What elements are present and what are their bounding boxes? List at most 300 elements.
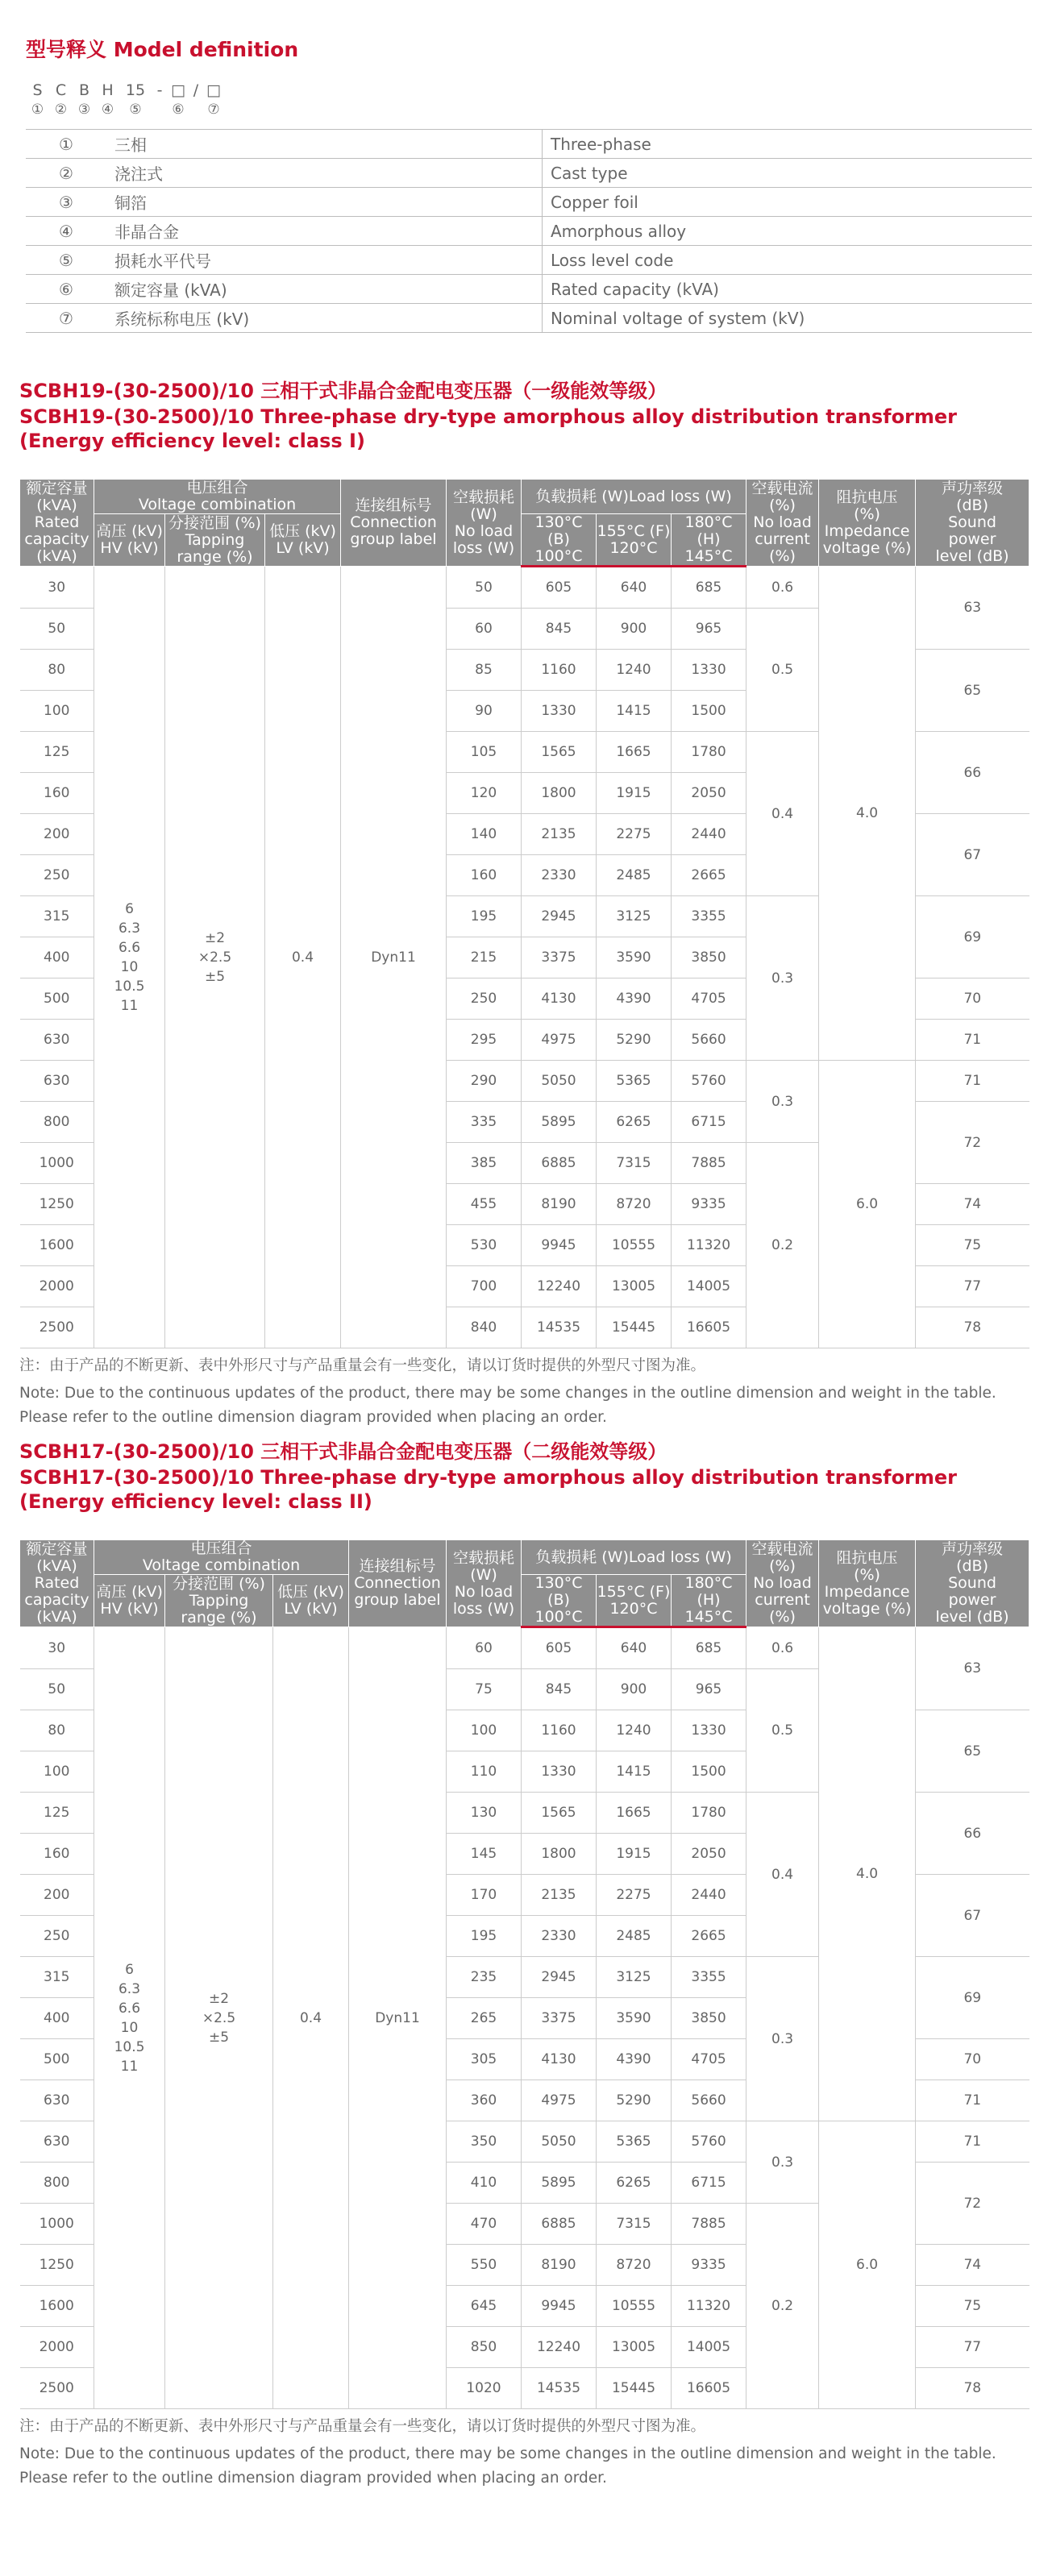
- header-text: 145°C: [684, 547, 733, 565]
- no-load-loss-cell: 470: [447, 2204, 522, 2245]
- tapping-cell: [165, 567, 265, 1348]
- code-cell: [119, 81, 152, 119]
- capacity-cell: 250: [20, 855, 94, 896]
- load-loss-b-cell: 6885: [522, 2204, 597, 2245]
- capacity-cell: 630: [20, 2121, 94, 2163]
- capacity-cell: 30: [20, 567, 94, 609]
- sound-level-cell: 78: [916, 2368, 1029, 2409]
- no-load-current-cell: 0.2: [746, 1143, 819, 1348]
- load-loss-h-cell: 3355: [672, 896, 746, 937]
- load-loss-b-cell: 4130: [522, 2039, 597, 2080]
- def-en: Nominal voltage of system (kV): [543, 304, 1033, 333]
- load-loss-f-cell: 1240: [597, 650, 672, 691]
- capacity-cell: 1600: [20, 1225, 94, 1266]
- load-loss-b-cell: 14535: [522, 1307, 597, 1348]
- tapping-value: ±5: [204, 968, 226, 985]
- header-text: 低压 (kV): [277, 1583, 344, 1601]
- no-load-current-cell: 0.3: [746, 1061, 819, 1143]
- capacity-cell: 500: [20, 978, 94, 1020]
- load-loss-b-cell: 5895: [522, 1102, 597, 1143]
- code-num: ⑤: [129, 102, 142, 118]
- capacity-cell: 160: [20, 773, 94, 814]
- no-load-loss-cell: 195: [447, 1916, 522, 1957]
- load-loss-h-cell: 685: [672, 1627, 746, 1669]
- sound-level-cell: 63: [916, 1627, 1029, 1710]
- table1-title-en: SCBH19-(30-2500)/10 Three-phase dry-type amorphous alloy distribution transformer (Energy efficiency level: class I): [19, 405, 958, 452]
- sound-level-cell: 74: [916, 2245, 1029, 2286]
- capacity-cell: 315: [20, 896, 94, 937]
- note-cn: 注：由于产品的不断更新、表中外形尺寸与产品重量会有一些变化，请以订货时提供的外型尺寸图为准。: [19, 2418, 706, 2435]
- no-load-loss-cell: 530: [447, 1225, 522, 1266]
- lv-cell: 0.4: [265, 567, 341, 1348]
- load-loss-b-cell: 8190: [522, 2245, 597, 2286]
- hv-cell: [94, 567, 165, 1348]
- load-loss-f-cell: 1665: [597, 1793, 672, 1834]
- no-load-loss-cell: 195: [447, 896, 522, 937]
- header-text: (%): [769, 1608, 796, 1626]
- load-f-header: [597, 514, 672, 567]
- def-cn: 浇注式: [106, 159, 543, 188]
- sound-level-cell: 71: [916, 2121, 1029, 2163]
- header-text: LV (kV): [276, 539, 330, 557]
- spec-header: [20, 1540, 1029, 1627]
- def-num: ⑤: [26, 246, 106, 275]
- capacity-cell: 125: [20, 1793, 94, 1834]
- table-row: [26, 188, 1032, 217]
- header-text: 高压 (kV): [96, 1583, 163, 1601]
- load-loss-b-cell: 4130: [522, 978, 597, 1020]
- load-loss-b-cell: 1565: [522, 732, 597, 773]
- connection-header: [341, 480, 447, 567]
- def-cn: 铜箔: [106, 188, 543, 217]
- code-num: ②: [54, 102, 68, 118]
- header-text: 声功率级: [942, 480, 1004, 497]
- tapping-value: ×2.5: [198, 949, 232, 966]
- load-loss-h-cell: 965: [672, 1669, 746, 1710]
- def-num: ⑦: [26, 304, 106, 333]
- capacity-cell: 630: [20, 2080, 94, 2121]
- header-text: group label: [354, 1591, 441, 1609]
- header-text: (kVA): [36, 1557, 77, 1575]
- code-num: ⑦: [207, 102, 220, 118]
- tapping-value: ±5: [208, 2029, 230, 2046]
- code-cell: [26, 81, 49, 119]
- load-loss-f-cell: 10555: [597, 2286, 672, 2327]
- load-loss-f-cell: 8720: [597, 1184, 672, 1225]
- load-loss-h-cell: 965: [672, 609, 746, 650]
- hv-value: 10.5: [114, 978, 145, 995]
- load-loss-b-cell: 4975: [522, 1020, 597, 1061]
- load-loss-h-cell: 4705: [672, 2039, 746, 2080]
- no-load-loss-cell: 335: [447, 1102, 522, 1143]
- load-loss-f-cell: 7315: [597, 2204, 672, 2245]
- capacity-cell: 2500: [20, 1307, 94, 1348]
- header-text: loss (W): [452, 538, 515, 557]
- no-load-loss-cell: 215: [447, 937, 522, 978]
- capacity-cell: 125: [20, 732, 94, 773]
- hv-value: 6.6: [118, 2000, 141, 2017]
- header-text: (%): [854, 505, 880, 523]
- load-loss-b-cell: 2135: [522, 814, 597, 855]
- load-loss-h-cell: 1780: [672, 1793, 746, 1834]
- load-loss-f-cell: 4390: [597, 2039, 672, 2080]
- capacity-cell: 100: [20, 1751, 94, 1793]
- hv-value: 10: [120, 958, 139, 975]
- capacity-cell: 2000: [20, 2327, 94, 2368]
- table-row: [26, 275, 1032, 304]
- load-loss-h-cell: 1500: [672, 691, 746, 732]
- def-en: Rated capacity (kVA): [543, 275, 1033, 304]
- no-load-loss-cell: 105: [447, 732, 522, 773]
- capacity-cell: 2000: [20, 1266, 94, 1307]
- no-load-current-header: [746, 1540, 819, 1627]
- load-loss-b-cell: 845: [522, 609, 597, 650]
- sound-level-cell: 71: [916, 1020, 1029, 1061]
- header-text: 空载损耗: [452, 488, 514, 506]
- hv-value: 11: [120, 2058, 139, 2075]
- no-load-current-header: [746, 480, 819, 567]
- load-loss-f-cell: 15445: [597, 2368, 672, 2409]
- header-text: 155°C (F): [597, 1582, 671, 1601]
- no-load-loss-cell: 455: [447, 1184, 522, 1225]
- header-text: 分接范围 (%): [173, 1574, 265, 1593]
- load-loss-f-cell: 8720: [597, 2245, 672, 2286]
- connection-cell: Dyn11: [349, 1627, 447, 2409]
- no-load-loss-cell: 145: [447, 1834, 522, 1875]
- code-num: ⑥: [172, 102, 185, 118]
- header-text: current: [755, 530, 810, 548]
- header-text: 阻抗电压: [836, 1548, 898, 1567]
- load-loss-h-cell: 14005: [672, 1266, 746, 1307]
- load-loss-b-cell: 12240: [522, 2327, 597, 2368]
- load-loss-h-cell: 4705: [672, 978, 746, 1020]
- hv-value: 6.3: [118, 920, 141, 937]
- header-text: group label: [350, 530, 437, 548]
- load-h-header: [672, 1575, 746, 1627]
- load-loss-header: 负载损耗 (W)Load loss (W): [522, 1540, 746, 1575]
- code-char: /: [193, 81, 199, 99]
- code-char: C: [55, 81, 67, 99]
- def-en: Cast type: [543, 159, 1033, 188]
- def-cn: 三相: [106, 130, 543, 159]
- capacity-cell: 2500: [20, 2368, 94, 2409]
- hv-value: 10.5: [114, 2038, 145, 2055]
- no-load-loss-header: [447, 1540, 522, 1627]
- capacity-cell: 800: [20, 2163, 94, 2204]
- load-loss-b-cell: 845: [522, 1669, 597, 1710]
- load-loss-h-cell: 685: [672, 567, 746, 609]
- header-text: (%): [769, 1557, 796, 1575]
- header-text: 155°C (F): [597, 521, 671, 540]
- load-loss-h-cell: 5760: [672, 1061, 746, 1102]
- header-text: 额定容量: [26, 480, 88, 497]
- spec-header: [20, 480, 1029, 567]
- load-loss-b-cell: 12240: [522, 1266, 597, 1307]
- load-loss-f-cell: 1665: [597, 732, 672, 773]
- note-cn: 注：由于产品的不断更新、表中外形尺寸与产品重量会有一些变化，请以订货时提供的外型尺寸图为准。: [19, 1357, 706, 1374]
- no-load-loss-cell: 1020: [447, 2368, 522, 2409]
- load-loss-h-cell: 2665: [672, 1916, 746, 1957]
- no-load-current-cell: 0.2: [746, 2204, 819, 2409]
- load-loss-f-cell: 3590: [597, 937, 672, 978]
- load-loss-b-cell: 1565: [522, 1793, 597, 1834]
- load-loss-h-cell: 2665: [672, 855, 746, 896]
- header-text: (W): [470, 1565, 497, 1584]
- header-text: Connection: [354, 1574, 441, 1592]
- load-loss-b-cell: 3375: [522, 937, 597, 978]
- header-text: 电压组合: [186, 479, 248, 497]
- sound-level-cell: 71: [916, 2080, 1029, 2121]
- spec-table-class-2: [19, 1539, 1029, 2409]
- no-load-loss-cell: 840: [447, 1307, 522, 1348]
- load-loss-f-cell: 640: [597, 567, 672, 609]
- sound-level-cell: 78: [916, 1307, 1029, 1348]
- load-loss-f-cell: 4390: [597, 978, 672, 1020]
- load-loss-b-cell: 1160: [522, 1710, 597, 1751]
- header-text: 低压 (kV): [269, 522, 336, 540]
- load-loss-f-cell: 900: [597, 609, 672, 650]
- capacity-cell: 400: [20, 937, 94, 978]
- header-text: (W): [470, 505, 497, 523]
- load-loss-f-cell: 6265: [597, 2163, 672, 2204]
- code-cell: [152, 81, 168, 119]
- capacity-cell: 630: [20, 1061, 94, 1102]
- header-text: (%): [769, 497, 796, 514]
- load-loss-b-cell: 1330: [522, 1751, 597, 1793]
- sound-level-cell: 72: [916, 1102, 1029, 1184]
- header-text: 额定容量: [26, 1540, 88, 1558]
- header-text: No load: [753, 1574, 812, 1592]
- code-char: □: [171, 81, 185, 99]
- header-text: power: [948, 1591, 996, 1609]
- code-char: S: [32, 81, 43, 99]
- no-load-current-cell: 0.5: [746, 609, 819, 732]
- load-loss-h-cell: 1330: [672, 650, 746, 691]
- header-text: 阻抗电压: [836, 488, 898, 506]
- no-load-current-cell: 0.3: [746, 896, 819, 1061]
- header-text: 分接范围 (%): [168, 513, 261, 532]
- code-char: □: [206, 81, 221, 99]
- no-load-loss-header: [447, 480, 522, 567]
- lv-cell: 0.4: [273, 1627, 349, 2409]
- load-loss-h-cell: 3850: [672, 1998, 746, 2039]
- def-num: ③: [26, 188, 106, 217]
- table2-title-en: SCBH17-(30-2500)/10 Three-phase dry-type amorphous alloy distribution transformer (Energy efficiency level: class II): [19, 1466, 958, 1513]
- code-char: 15: [125, 81, 146, 99]
- no-load-loss-cell: 410: [447, 2163, 522, 2204]
- sound-level-cell: 63: [916, 567, 1029, 650]
- table-row: [26, 246, 1032, 275]
- table-row: [26, 130, 1032, 159]
- connection-cell: Dyn11: [341, 567, 447, 1348]
- note-en: Note: Due to the continuous updates of the product, there may be some changes in the outline dimension and weight in the table.: [19, 1385, 996, 1402]
- header-text: (kVA): [36, 1608, 77, 1626]
- code-cell: [189, 81, 203, 119]
- sound-level-cell: 69: [916, 896, 1029, 978]
- no-load-loss-cell: 140: [447, 814, 522, 855]
- note-en: Note: Due to the continuous updates of the product, there may be some changes in the outline dimension and weight in the table.: [19, 2445, 996, 2462]
- capacity-cell: 1000: [20, 2204, 94, 2245]
- header-text: 130°C (B): [534, 1574, 583, 1609]
- capacity-cell: 160: [20, 1834, 94, 1875]
- no-load-loss-cell: 360: [447, 2080, 522, 2121]
- sound-header: [916, 1540, 1029, 1627]
- capacity-cell: 50: [20, 1669, 94, 1710]
- code-char: -: [156, 81, 163, 99]
- load-loss-h-cell: 2440: [672, 1875, 746, 1916]
- capacity-cell: 630: [20, 1020, 94, 1061]
- def-num: ②: [26, 159, 106, 188]
- header-text: LV (kV): [284, 1600, 338, 1618]
- header-text: capacity: [24, 1591, 89, 1609]
- load-loss-f-cell: 2485: [597, 855, 672, 896]
- sound-level-cell: 66: [916, 732, 1029, 814]
- header-text: Tapping: [189, 1591, 249, 1610]
- load-loss-f-cell: 10555: [597, 1225, 672, 1266]
- load-loss-b-cell: 9945: [522, 2286, 597, 2327]
- sound-level-cell: 75: [916, 1225, 1029, 1266]
- header-text: 空载电流: [751, 1540, 813, 1558]
- load-loss-h-cell: 1500: [672, 1751, 746, 1793]
- load-loss-h-cell: 2050: [672, 773, 746, 814]
- def-en: Three-phase: [543, 130, 1033, 159]
- impedance-cell: 4.0: [819, 567, 916, 1061]
- load-loss-b-cell: 6885: [522, 1143, 597, 1184]
- table-row: [20, 1627, 1029, 1669]
- header-text: No load: [753, 513, 812, 531]
- def-cn: 系统标称电压 (kV): [106, 304, 543, 333]
- sound-level-cell: 70: [916, 978, 1029, 1020]
- capacity-cell: 1250: [20, 2245, 94, 2286]
- load-loss-h-cell: 2050: [672, 1834, 746, 1875]
- load-loss-b-cell: 1160: [522, 650, 597, 691]
- load-h-header: [672, 514, 746, 567]
- load-loss-h-cell: 11320: [672, 2286, 746, 2327]
- spec-table-class-1: [19, 479, 1029, 1348]
- header-text: Connection: [350, 513, 437, 531]
- header-text: power: [948, 530, 996, 548]
- header-text: (dB): [956, 497, 988, 514]
- def-num: ④: [26, 217, 106, 246]
- hv-header: [94, 514, 165, 567]
- load-loss-header: 负载损耗 (W)Load loss (W): [522, 480, 746, 514]
- capacity-cell: 800: [20, 1102, 94, 1143]
- def-cn: 损耗水平代号: [106, 246, 543, 275]
- header-text: (kVA): [36, 497, 77, 514]
- header-text: Voltage combination: [142, 1556, 301, 1574]
- load-loss-f-cell: 5290: [597, 2080, 672, 2121]
- sound-level-cell: 75: [916, 2286, 1029, 2327]
- code-char: H: [102, 81, 114, 99]
- code-cell: [49, 81, 73, 119]
- no-load-loss-cell: 295: [447, 1020, 522, 1061]
- load-loss-h-cell: 9335: [672, 2245, 746, 2286]
- header-text: Voltage combination: [138, 496, 297, 513]
- load-loss-f-cell: 13005: [597, 2327, 672, 2368]
- header-text: voltage (%): [822, 538, 912, 557]
- capacity-cell: 400: [20, 1998, 94, 2039]
- code-cell: [203, 81, 224, 119]
- load-loss-h-cell: 1330: [672, 1710, 746, 1751]
- lv-header: [265, 514, 341, 567]
- voltage-combo-header: [94, 480, 341, 514]
- table-row: [26, 217, 1032, 246]
- model-code: [26, 81, 224, 119]
- load-loss-h-cell: 11320: [672, 1225, 746, 1266]
- header-text: Impedance: [824, 521, 910, 540]
- no-load-current-cell: 0.5: [746, 1669, 819, 1793]
- header-text: No load: [454, 521, 514, 540]
- no-load-current-cell: 0.3: [746, 2121, 819, 2204]
- load-f-header: [597, 1575, 672, 1627]
- load-loss-h-cell: 3355: [672, 1957, 746, 1998]
- header-text: 145°C: [684, 1608, 733, 1626]
- load-loss-f-cell: 13005: [597, 1266, 672, 1307]
- table-row: [20, 567, 1029, 609]
- header-text: Sound: [948, 513, 996, 531]
- def-en: Amorphous alloy: [543, 217, 1033, 246]
- no-load-loss-cell: 60: [447, 1627, 522, 1669]
- header-text: 声功率级: [942, 1540, 1004, 1558]
- sound-level-cell: 77: [916, 1266, 1029, 1307]
- hv-value: 6: [125, 900, 134, 917]
- load-loss-b-cell: 1800: [522, 1834, 597, 1875]
- header-text: level (dB): [935, 1608, 1009, 1626]
- sound-level-cell: 66: [916, 1793, 1029, 1875]
- load-loss-h-cell: 2440: [672, 814, 746, 855]
- def-en: Copper foil: [543, 188, 1033, 217]
- no-load-loss-cell: 700: [447, 1266, 522, 1307]
- sound-level-cell: 72: [916, 2163, 1029, 2245]
- capacity-cell: 500: [20, 2039, 94, 2080]
- capacity-cell: 200: [20, 1875, 94, 1916]
- sound-level-cell: 67: [916, 814, 1029, 896]
- load-loss-f-cell: 640: [597, 1627, 672, 1669]
- sound-level-cell: 69: [916, 1957, 1029, 2039]
- no-load-loss-cell: 305: [447, 2039, 522, 2080]
- load-loss-b-cell: 2945: [522, 896, 597, 937]
- no-load-loss-cell: 250: [447, 978, 522, 1020]
- impedance-cell: 6.0: [819, 2121, 916, 2409]
- tapping-value: ±2: [208, 1990, 230, 2007]
- def-en: Loss level code: [543, 246, 1033, 275]
- no-load-loss-cell: 75: [447, 1669, 522, 1710]
- load-loss-b-cell: 1330: [522, 691, 597, 732]
- load-loss-f-cell: 2485: [597, 1916, 672, 1957]
- tapping-value: ×2.5: [202, 2009, 236, 2026]
- capacity-header: [20, 480, 94, 567]
- load-loss-f-cell: 5365: [597, 2121, 672, 2163]
- no-load-loss-cell: 265: [447, 1998, 522, 2039]
- sound-level-cell: 71: [916, 1061, 1029, 1102]
- no-load-loss-cell: 170: [447, 1875, 522, 1916]
- sound-level-cell: 77: [916, 2327, 1029, 2368]
- load-loss-b-cell: 14535: [522, 2368, 597, 2409]
- header-text: (%): [854, 1565, 880, 1584]
- load-loss-b-cell: 4975: [522, 2080, 597, 2121]
- tapping-value: ±2: [204, 929, 226, 946]
- tapping-cell: [165, 1627, 273, 2409]
- load-loss-b-cell: 2330: [522, 1916, 597, 1957]
- load-loss-b-cell: 5050: [522, 2121, 597, 2163]
- header-text: range (%): [177, 547, 253, 566]
- def-cn: 额定容量 (kVA): [106, 275, 543, 304]
- load-loss-b-cell: 605: [522, 567, 597, 609]
- load-loss-b-cell: 3375: [522, 1998, 597, 2039]
- header-text: 180°C (H): [684, 1574, 733, 1609]
- header-text: capacity: [24, 530, 89, 548]
- load-loss-h-cell: 3850: [672, 937, 746, 978]
